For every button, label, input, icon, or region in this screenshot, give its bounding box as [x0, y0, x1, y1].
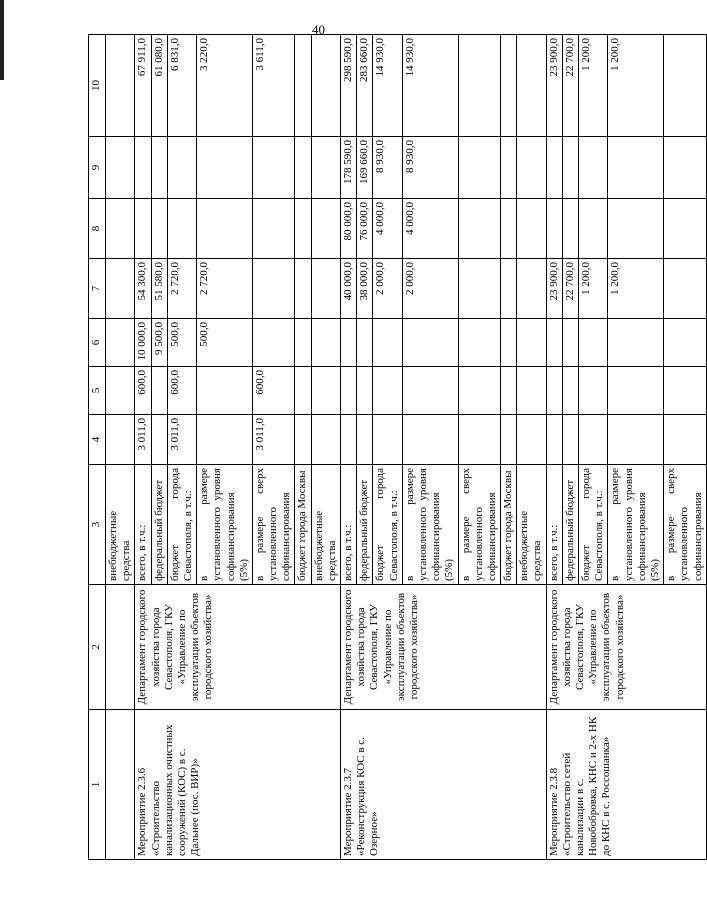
value-cell-v10: 14 930,0: [402, 35, 458, 137]
value-cell-v5: [608, 367, 664, 415]
value-cell-v7: [311, 259, 340, 319]
header-cell: 6: [89, 319, 106, 367]
value-cell-v8: [151, 199, 167, 259]
value-cell-v9: [579, 137, 608, 199]
value-cell-v7: 51 580,0: [151, 259, 167, 319]
source-cell: федеральный бюджет: [562, 465, 578, 585]
value-cell-v8: [501, 199, 517, 259]
table-viewport: [88, 35, 704, 860]
value-cell-v10: 61 080,0: [151, 35, 167, 137]
value-cell-v6: [608, 319, 664, 367]
source-cell: бюджет города Москвы: [295, 465, 311, 585]
source-cell: бюджет города Севастополя, в т.ч.:: [579, 465, 608, 585]
value-cell-v9: 169 660,0: [357, 137, 373, 199]
value-cell-v8: 76 000,0: [357, 199, 373, 259]
value-cell-v10: 3 611,0: [252, 35, 295, 137]
value-cell-v5: [546, 367, 562, 415]
value-cell-v9: [295, 137, 311, 199]
value-cell-v5: 600,0: [167, 367, 196, 415]
header-row: [89, 35, 106, 860]
value-cell-v6: [562, 319, 578, 367]
value-cell-v9: [135, 137, 151, 199]
value-cell-v7: [517, 259, 546, 319]
value-cell-v8: 80 000,0: [341, 199, 357, 259]
measure-name-cell: Мероприятие 2.3.8 «Строительство сетей канализации в с. Новобобровка, КНС и 2-х НК до КНС в с. Россошанка»: [546, 710, 706, 860]
value-cell-v9: [517, 137, 546, 199]
value-cell-v9: [664, 137, 707, 199]
value-cell-v8: [135, 199, 151, 259]
source-cell: федеральный бюджет: [151, 465, 167, 585]
rotated-table-container: [88, 35, 704, 860]
value-cell-v7: 1 200,0: [579, 259, 608, 319]
value-cell-v4: [311, 415, 340, 465]
source-cell: бюджет города Севастополя, в т.ч.:: [373, 465, 402, 585]
value-cell-v4: [402, 415, 458, 465]
value-cell-v5: [311, 367, 340, 415]
source-cell: в размере сверх установленного софинансирования: [252, 465, 295, 585]
source-cell: внебюджетные средства: [106, 465, 135, 585]
header-cell: 8: [89, 199, 106, 259]
continuation-row: [106, 35, 135, 860]
value-cell-v4: [608, 415, 664, 465]
value-cell-v8: 4 000,0: [402, 199, 458, 259]
value-cell-v8: [311, 199, 340, 259]
header-cell: 10: [89, 35, 106, 137]
header-cell: 9: [89, 137, 106, 199]
source-cell: всего, в т.ч.:: [341, 465, 357, 585]
header-cell: 4: [89, 415, 106, 465]
value-cell-v5: [458, 367, 501, 415]
value-cell-v7: 2 000,0: [402, 259, 458, 319]
value-cell-v9: [151, 137, 167, 199]
value-cell-v5: [402, 367, 458, 415]
source-cell: бюджет города Севастополя, в т.ч.:: [167, 465, 196, 585]
value-cell-v8: [579, 199, 608, 259]
value-cell-v5: [501, 367, 517, 415]
executor-cell: Департамент городского хозяйства города Севастополя, ГКУ «Управление по эксплуатации объектов городского хозяйства»: [341, 585, 547, 710]
value-cell-v10: 283 660,0: [357, 35, 373, 137]
value-cell-v4: [151, 415, 167, 465]
value-cell-v8: [197, 199, 253, 259]
table-row: [546, 35, 562, 860]
executor-cell: Департамент городского хозяйства города Севастополя, ГКУ «Управление по эксплуатации объектов городского хозяйства»: [546, 585, 706, 710]
source-cell: в размере сверх установленного софинансирования: [458, 465, 501, 585]
header-cell: 3: [89, 465, 106, 585]
value-cell-v6: 9 500,0: [151, 319, 167, 367]
value-cell-v5: [357, 367, 373, 415]
value-cell-v8: [546, 199, 562, 259]
value-cell-v8: [517, 199, 546, 259]
value-cell-v10: [311, 35, 340, 137]
value-cell-v10: [517, 35, 546, 137]
value-cell-v6: [373, 319, 402, 367]
value-cell-v10: 22 700,0: [562, 35, 578, 137]
value-cell-v9: [546, 137, 562, 199]
value-cell-v10: [295, 35, 311, 137]
value-cell-v7: 40 000,0: [341, 259, 357, 319]
value-cell-v6: [295, 319, 311, 367]
value-cell-v5: [197, 367, 253, 415]
value-cell-v7: [458, 259, 501, 319]
value-cell-v4: 3 011,0: [135, 415, 151, 465]
value-cell-v9: [501, 137, 517, 199]
value-cell-v8: [608, 199, 664, 259]
value-cell-v4: 3 011,0: [252, 415, 295, 465]
page-number: 40: [312, 22, 325, 37]
value-cell-v4: [517, 415, 546, 465]
source-cell: внебюджетные средства: [517, 465, 546, 585]
value-cell-v9: [562, 137, 578, 199]
value-cell-v6: [458, 319, 501, 367]
value-cell-v6: [311, 319, 340, 367]
value-cell-v9: [197, 137, 253, 199]
measure-name-cell: Мероприятие 2.3.6 «Строительство канализационных очистных сооружений (КОС) в с. Дальнее (пос. ВИР)»: [135, 710, 341, 860]
value-cell-v8: [562, 199, 578, 259]
table-row: [135, 35, 151, 860]
header-cell: 5: [89, 367, 106, 415]
value-cell-v7: 1 200,0: [608, 259, 664, 319]
value-cell-v4: [458, 415, 501, 465]
value-cell-v6: [664, 319, 707, 367]
value-cell-v7: 23 900,0: [546, 259, 562, 319]
value-cell-v4: [501, 415, 517, 465]
value-cell-v8: [167, 199, 196, 259]
value-cell-v7: 38 000,0: [357, 259, 373, 319]
table-row: [341, 35, 357, 860]
value-cell-v4: [295, 415, 311, 465]
value-cell-v8: [664, 199, 707, 259]
value-cell-v5: [373, 367, 402, 415]
value-cell-v6: [579, 319, 608, 367]
source-cell: в размере установленного уровня софинансирования (5%): [608, 465, 664, 585]
value-cell-v7: 22 700,0: [562, 259, 578, 319]
value-cell-v5: [517, 367, 546, 415]
measure-name-cell: Мероприятие 2.3.7 «Реконструкция КОС в с. Озерное»: [341, 710, 547, 860]
header-cell: 2: [89, 585, 106, 710]
value-cell-v10: [501, 35, 517, 137]
value-cell-v4: [664, 415, 707, 465]
value-cell-v8: [458, 199, 501, 259]
value-cell-v4: [373, 415, 402, 465]
value-cell-v7: 2 000,0: [373, 259, 402, 319]
value-cell-v6: [402, 319, 458, 367]
value-cell-v5: [341, 367, 357, 415]
value-cell-v6: 500,0: [197, 319, 253, 367]
value-cell-v10: 14 930,0: [373, 35, 402, 137]
value-cell-v7: 2 720,0: [167, 259, 196, 319]
value-cell-v9: [311, 137, 340, 199]
source-cell: всего, в т.ч.:: [546, 465, 562, 585]
source-cell: в размере сверх установленного софинансирования: [664, 465, 707, 585]
value-cell-v4: [546, 415, 562, 465]
value-cell-v10: 298 590,0: [341, 35, 357, 137]
header-cell: 7: [89, 259, 106, 319]
value-cell-v5: 600,0: [135, 367, 151, 415]
value-cell-v4: 3 011,0: [167, 415, 196, 465]
value-cell-v10: 67 911,0: [135, 35, 151, 137]
source-cell: всего, в т.ч.:: [135, 465, 151, 585]
value-cell-v6: [517, 319, 546, 367]
value-cell-v5: [562, 367, 578, 415]
source-cell: в размере установленного уровня софинансирования (5%): [402, 465, 458, 585]
value-cell-v6: [252, 319, 295, 367]
executor-cell: Департамент городского хозяйства города Севастополя, ГКУ «Управление по эксплуатации объектов городского хозяйства»: [135, 585, 341, 710]
value-cell-v4: [562, 415, 578, 465]
header-cell: 1: [89, 710, 106, 860]
value-cell-v6: [357, 319, 373, 367]
funding-table: [88, 34, 707, 860]
value-cell-v6: 500,0: [167, 319, 196, 367]
value-cell-v8: [252, 199, 295, 259]
value-cell-v10: [458, 35, 501, 137]
value-cell-v7: [501, 259, 517, 319]
value-cell-v9: 8 930,0: [373, 137, 402, 199]
source-cell: в размере установленного уровня софинансирования (5%): [197, 465, 253, 585]
value-cell-v4: [341, 415, 357, 465]
value-cell-v10: 3 220,0: [197, 35, 253, 137]
value-cell-v9: [608, 137, 664, 199]
value-cell-v6: 10 000,0: [135, 319, 151, 367]
value-cell-v9: [458, 137, 501, 199]
value-cell-v8: 4 000,0: [373, 199, 402, 259]
value-cell-v6: [341, 319, 357, 367]
value-cell-v10: 1 200,0: [579, 35, 608, 137]
scan-edge-mark: [0, 0, 4, 80]
value-cell-v5: [151, 367, 167, 415]
value-cell-v5: [295, 367, 311, 415]
value-cell-v6: [546, 319, 562, 367]
value-cell-v5: 600,0: [252, 367, 295, 415]
value-cell-v7: [664, 259, 707, 319]
value-cell-v9: [167, 137, 196, 199]
value-cell-v7: 54 300,0: [135, 259, 151, 319]
source-cell: федеральный бюджет: [357, 465, 373, 585]
source-cell: внебюджетные средства: [311, 465, 340, 585]
value-cell-v9: 8 930,0: [402, 137, 458, 199]
value-cell-v10: 23 900,0: [546, 35, 562, 137]
value-cell-v8: [295, 199, 311, 259]
value-cell-v7: [252, 259, 295, 319]
value-cell-v5: [664, 367, 707, 415]
source-cell: бюджет города Москвы: [501, 465, 517, 585]
value-cell-v10: 6 831,0: [167, 35, 196, 137]
value-cell-v10: [664, 35, 707, 137]
value-cell-v6: [501, 319, 517, 367]
value-cell-v4: [579, 415, 608, 465]
value-cell-v10: 1 200,0: [608, 35, 664, 137]
value-cell-v9: 178 590,0: [341, 137, 357, 199]
value-cell-v7: [295, 259, 311, 319]
value-cell-v4: [357, 415, 373, 465]
value-cell-v7: 2 720,0: [197, 259, 253, 319]
value-cell-v9: [252, 137, 295, 199]
value-cell-v5: [579, 367, 608, 415]
value-cell-v4: [197, 415, 253, 465]
